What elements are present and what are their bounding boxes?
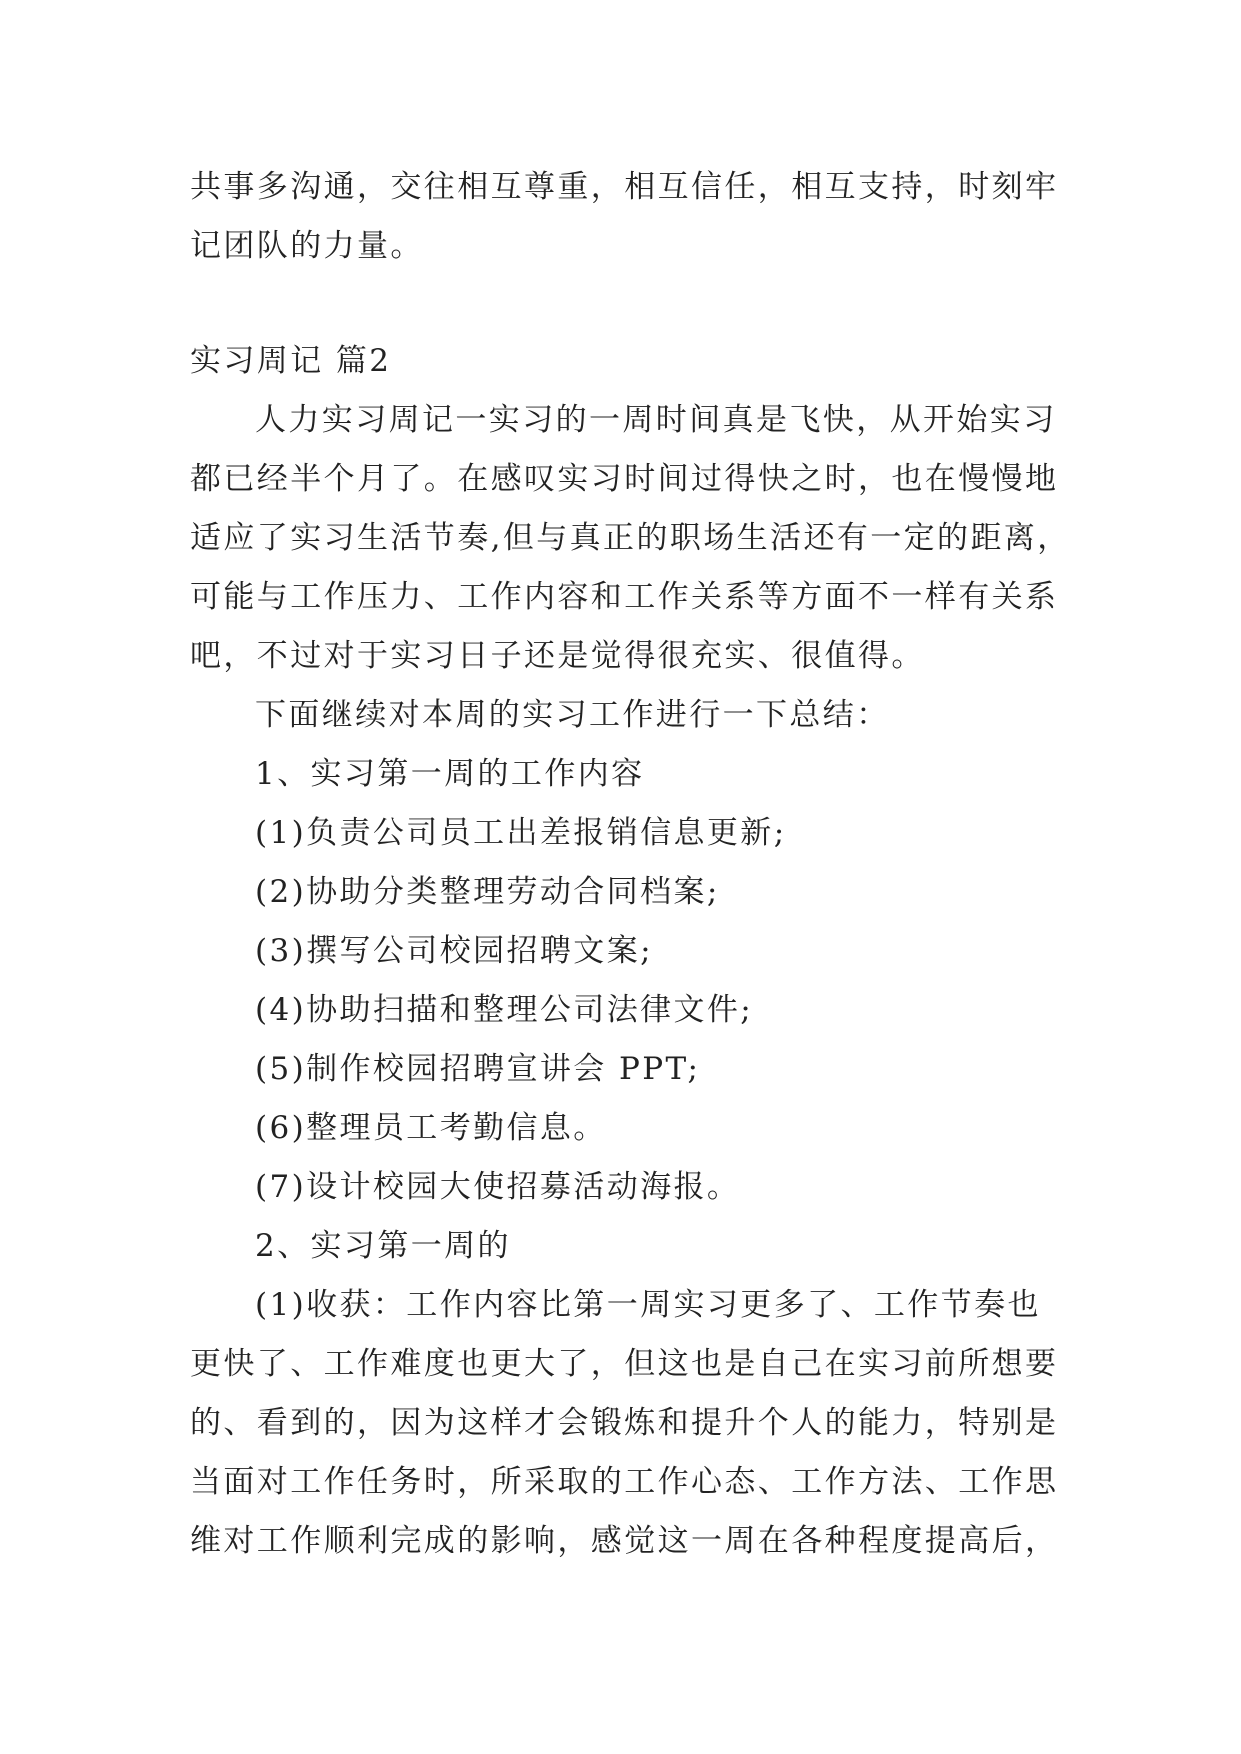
work-item: (6)整理员工考勤信息。 [255, 1110, 607, 1146]
work-item: (1)负责公司员工出差报销信息更新; [255, 815, 787, 851]
summary-intro: 下面继续对本周的实习工作进行一下总结： [255, 697, 890, 733]
work-item: (7)设计校园大使招募活动海报。 [255, 1169, 741, 1205]
paragraph-line: 人力实习周记一实习的一周时间真是飞快，从开始实习 [255, 402, 1057, 438]
harvest-line: (1)收获：工作内容比第一周实习更多了、工作节奏也 [255, 1287, 1041, 1323]
work-item: (3)撰写公司校园招聘文案; [255, 933, 653, 969]
work-item: (5)制作校园招聘宣讲会 PPT; [255, 1051, 701, 1087]
work-item: (2)协助分类整理劳动合同档案; [255, 874, 720, 910]
paragraph-line: 可能与工作压力、工作内容和工作关系等方面不一样有关系 [190, 579, 1059, 615]
item2-heading: 2、实习第一周的 [255, 1228, 511, 1264]
intro-line: 共事多沟通，交往相互尊重，相互信任，相互支持，时刻牢 [190, 169, 1059, 205]
item1-heading: 1、实习第一周的工作内容 [255, 756, 645, 792]
harvest-line: 更快了、工作难度也更大了，但这也是自己在实习前所想要 [190, 1346, 1059, 1382]
paragraph-line: 都已经半个月了。在感叹实习时间过得快之时，也在慢慢地 [190, 461, 1059, 497]
paragraph-line: 适应了实习生活节奏,但与真正的职场生活还有一定的距离， [190, 520, 1071, 556]
harvest-line: 维对工作顺利完成的影响，感觉这一周在各种程度提高后， [190, 1523, 1059, 1559]
document-body [190, 158, 1071, 1571]
harvest-line: 的、看到的，因为这样才会锻炼和提升个人的能力，特别是 [190, 1405, 1059, 1441]
work-item: (4)协助扫描和整理公司法律文件; [255, 992, 754, 1028]
intro-line: 记团队的力量。 [190, 228, 424, 264]
paragraph-line: 吧，不过对于实习日子还是觉得很充实、很值得。 [190, 638, 925, 674]
harvest-line: 当面对工作任务时，所采取的工作心态、工作方法、工作思 [190, 1464, 1059, 1500]
paragraph-gap [190, 276, 1060, 332]
section-heading: 实习周记 篇2 [190, 343, 392, 379]
